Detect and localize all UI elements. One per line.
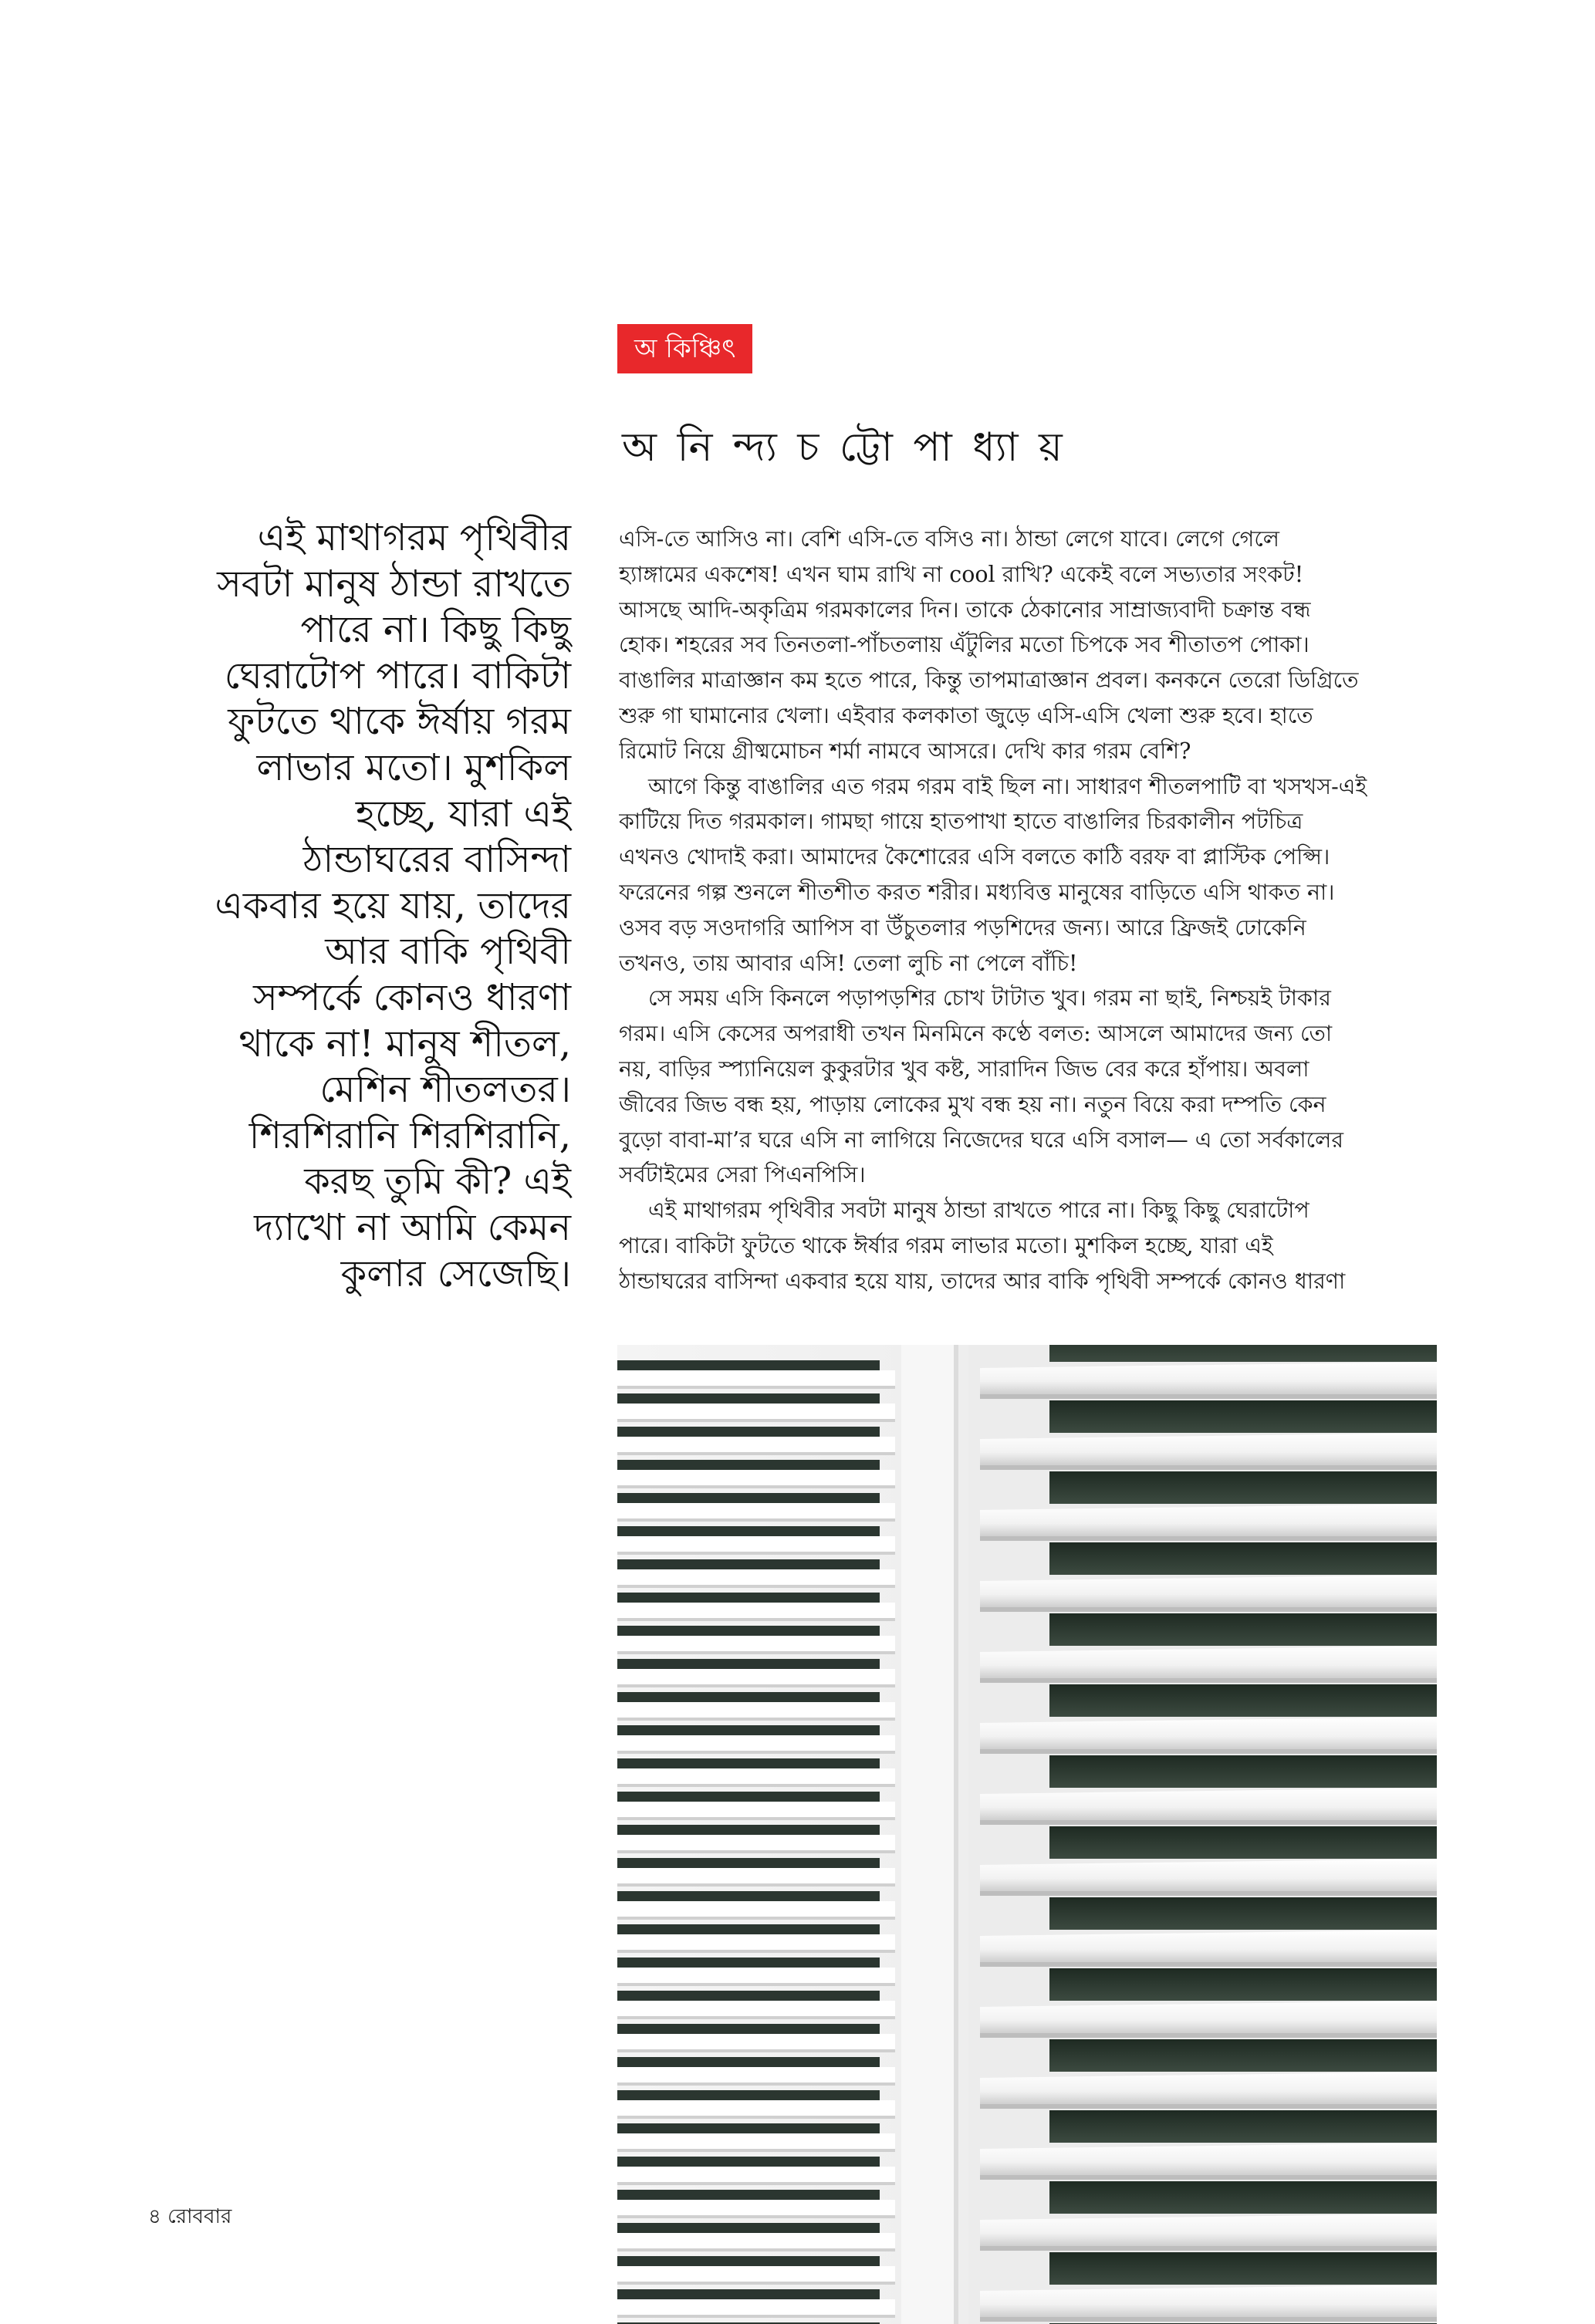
pull-quote-line: একবার হয়ে যায়, তাদের — [215, 883, 571, 927]
pull-quote-line: সবটা মানুষ ঠান্ডা রাখতে — [217, 562, 571, 606]
body-line: এই মাথাগরম পৃথিবীর সবটা মানুষ ঠান্ডা রাখতে পারে না। কিছু কিছু ঘেরাটোপ — [648, 1197, 1309, 1224]
pull-quote-line: কুলার সেজেছি। — [340, 1252, 571, 1295]
article-body — [619, 522, 1437, 1299]
page-number: ৪ — [148, 2205, 161, 2228]
pull-quote-line: দ্যাখো না আমি কেমন — [254, 1205, 571, 1249]
body-line: হ্যাঙ্গামের একশেষ! এখন ঘাম রাখি না cool রাখি? একেই বলে সভ্যতার সংকট! — [619, 561, 1304, 587]
body-line: কাটিয়ে দিত গরমকাল। গামছা গায়ে হাতপাখা হাতে বাঙালির চিরকালীন পটচিত্র — [619, 809, 1303, 835]
air-conditioner-vent-photo — [617, 1345, 1437, 2324]
body-line: এসি-তে আসিও না। বেশি এসি-তে বসিও না। ঠান্ডা লেগে যাবে। লেগে গেলে — [619, 526, 1280, 552]
section-badge: অ কিঞ্চিৎ — [617, 324, 752, 373]
pull-quote-line: আর বাকি পৃথিবী — [325, 930, 571, 974]
pull-quote-line: সম্পর্কে কোনও ধারণা — [253, 975, 571, 1019]
body-line: ফরেনের গল্প শুনলে শীতশীত করত শরীর। মধ্যবিত্ত মানুষের বাড়িতে এসি থাকত না। — [619, 879, 1335, 905]
body-line: বাঙালির মাত্রাজ্ঞান কম হতে পারে, কিন্তু তাপমাত্রাজ্ঞান প্রবল। কনকনে তেরো ডিগ্রিতে — [619, 667, 1359, 694]
pull-quote-line: মেশিন শীতলতর। — [319, 1068, 571, 1112]
body-line: শুরু গা ঘামানোর খেলা। এইবার কলকাতা জুড়ে এসি-এসি খেলা শুরু হবে। হাতে — [619, 702, 1313, 728]
body-line: সে সময় এসি কিনলে পড়াপড়শির চোখ টাটাত খুব। গরম না ছাই, নিশ্চয়ই টাকার — [648, 985, 1331, 1012]
body-line: তখনও, তায় আবার এসি! তেলা লুচি না পেলে বাঁচি! — [619, 950, 1078, 976]
body-line: আগে কিন্তু বাঙালির এত গরম গরম বাই ছিল না। সাধারণ শীতলপাটি বা খসখস-এই — [648, 773, 1367, 799]
magazine-name: রোববার — [167, 2205, 232, 2228]
page-footer — [148, 2203, 231, 2231]
body-line: সর্বটাইমের সেরা পিএনপিসি। — [619, 1162, 866, 1188]
pull-quote — [147, 515, 571, 1297]
pull-quote-line: ফুটতে থাকে ঈর্ষায় গরম — [228, 700, 571, 744]
pull-quote-line: এই মাথাগরম পৃথিবীর — [257, 516, 571, 559]
pull-quote-line: শিরশিরানি শিরশিরানি, — [248, 1113, 571, 1157]
body-line: রিমোট নিয়ে গ্রীষ্মমোচন শর্মা নামবে আসরে। দেখি কার গরম বেশি? — [619, 738, 1191, 764]
pull-quote-line: থাকে না! মানুষ শীতল, — [238, 1022, 571, 1066]
pull-quote-line: ঠান্ডাঘরের বাসিন্দা — [302, 838, 571, 882]
body-line: ঠান্ডাঘরের বাসিন্দা একবার হয়ে যায়, তাদের আর বাকি পৃথিবী সম্পর্কে কোনও ধারণা — [619, 1268, 1346, 1294]
pull-quote-line: করছ তুমি কী? এই — [304, 1160, 571, 1204]
pull-quote-line: ঘেরাটোপ পারে। বাকিটা — [224, 654, 571, 698]
body-line: ওসব বড় সওদাগরি আপিস বা উঁচুতলার পড়শিদের জন্য। আরে ফ্রিজই ঢোকেনি — [619, 914, 1306, 941]
body-line: গরম। এসি কেসের অপরাধী তখন মিনমিনে কণ্ঠে বলত: আসলে আমাদের জন্য তো — [619, 1021, 1333, 1047]
body-line: আসছে আদি-অকৃত্রিম গরমকালের দিন। তাকে ঠেকানোর সাম্রাজ্যবাদী চক্রান্ত বন্ধ — [619, 596, 1311, 623]
body-line: বুড়ো বাবা-মা’র ঘরে এসি না লাগিয়ে নিজেদের ঘরে এসি বসাল— এ তো সর্বকালের — [619, 1127, 1344, 1153]
body-line: জীবের জিভ বন্ধ হয়, পাড়ায় লোকের মুখ বন্ধ হয় না। নতুন বিয়ে করা দম্পতি কেন — [619, 1091, 1326, 1117]
body-line: হোক। শহরের সব তিনতলা-পাঁচতলায় এঁটুলির মতো চিপকে সব শীতাতপ পোকা। — [619, 632, 1309, 658]
body-line: নয়, বাড়ির স্প্যানিয়েল কুকুরটার খুব কষ্ট, সারাদিন জিভ বের করে হাঁপায়। অবলা — [619, 1056, 1309, 1082]
pull-quote-line: হচ্ছে, যারা এই — [355, 792, 571, 836]
author-byline: অ নি ন্দ্য চ ট্টো পা ধ্যা য় — [622, 424, 1066, 471]
pull-quote-line: লাভার মতো। মুশকিল — [256, 745, 571, 789]
body-line: পারে। বাকিটা ফুটতে থাকে ঈর্ষার গরম লাভার মতো। মুশকিল হচ্ছে, যারা এই — [619, 1232, 1273, 1258]
pull-quote-line: পারে না। কিছু কিছু — [300, 608, 571, 652]
body-line: এখনও খোদাই করা। আমাদের কৈশোরের এসি বলতে কাঠি বরফ বা প্লাস্টিক পেপ্সি। — [619, 844, 1330, 870]
